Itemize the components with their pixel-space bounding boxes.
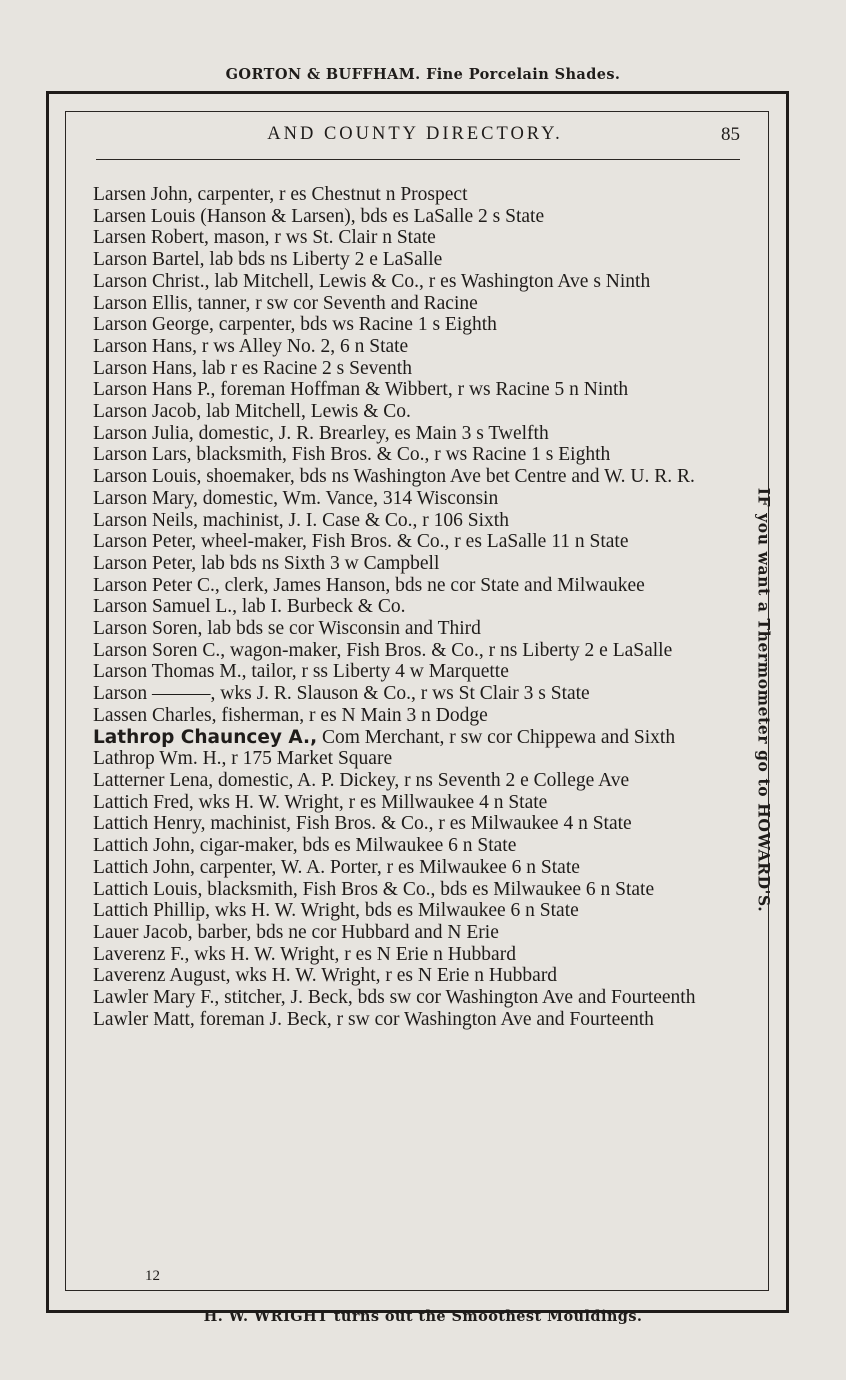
entry-text: Larson Soren, lab bds se cor Wisconsin and Third (93, 618, 481, 640)
directory-entry (93, 792, 743, 814)
directory-entry (93, 510, 743, 532)
bottom-advertisement: H. W. WRIGHT turns out the Smoothest Mouldings. (203, 1308, 643, 1325)
page-number: 85 (721, 124, 740, 145)
entry-text: Lauer Jacob, barber, bds ne cor Hubbard and N Erie (93, 921, 499, 943)
entry-text: Laverenz August, wks H. W. Wright, r es N Erie n Hubbard (93, 965, 558, 987)
entry-text: Lattich Phillip, wks H. W. Wright, bds es Milwaukee 6 n State (93, 900, 579, 922)
entry-text: Larson George, carpenter, bds ws Racine 1 s Eighth (93, 314, 497, 336)
entry-text: Larson Hans, r ws Alley No. 2, 6 n State (93, 335, 409, 357)
directory-entry (93, 683, 743, 705)
directory-entry (93, 466, 743, 488)
entry-text: Larson Lars, blacksmith, Fish Bros. & Co., r ws Racine 1 s Eighth (93, 444, 611, 466)
entry-text: Larson Ellis, tanner, r sw cor Seventh and Racine (93, 292, 478, 314)
directory-entry (93, 813, 743, 835)
entry-text: Latterner Lena, domestic, A. P. Dickey, r ns Seventh 2 e College Ave (93, 769, 630, 791)
directory-entry (93, 944, 743, 966)
directory-entry (93, 596, 743, 618)
directory-entry (93, 336, 743, 358)
directory-entry (93, 249, 743, 271)
directory-entry (93, 575, 743, 597)
directory-entry (93, 206, 743, 228)
directory-entry (93, 857, 743, 879)
entry-text: Com Merchant, r sw cor Chippewa and Sixth (317, 726, 676, 748)
entry-text: Larson Julia, domestic, J. R. Brearley, es Main 3 s Twelfth (93, 422, 549, 444)
directory-entry (93, 271, 743, 293)
directory-entry (93, 987, 743, 1009)
directory-entries (93, 184, 743, 1030)
entry-text: Larson Hans P., foreman Hoffman & Wibbert, r ws Racine 5 n Ninth (93, 379, 629, 401)
directory-entry (93, 423, 743, 445)
directory-entry (93, 727, 743, 749)
entry-text: Larson ———, wks J. R. Slauson & Co., r ws St Clair 3 s State (93, 683, 590, 705)
header-rule (96, 159, 740, 160)
directory-entry (93, 835, 743, 857)
directory-entry (93, 900, 743, 922)
directory-entry (93, 922, 743, 944)
directory-entry (93, 965, 743, 987)
entry-bold-name: Lathrop Chauncey A., (93, 726, 318, 748)
entry-text: Larson Hans, lab r es Racine 2 s Seventh (93, 357, 412, 379)
directory-entry (93, 379, 743, 401)
directory-entry (93, 640, 743, 662)
directory-entry (93, 748, 743, 770)
entry-text: Lattich John, cigar-maker, bds es Milwaukee 6 n State (93, 835, 517, 857)
top-advertisement: GORTON & BUFFHAM. Fine Porcelain Shades. (225, 66, 621, 83)
directory-entry (93, 531, 743, 553)
entry-text: Larson Peter, lab bds ns Sixth 3 w Campbell (93, 552, 440, 574)
directory-entry (93, 184, 743, 206)
running-head: AND COUNTY DIRECTORY. (267, 124, 563, 144)
entry-text: Larsen Robert, mason, r ws St. Clair n State (93, 227, 436, 249)
entry-text: Larsen Louis (Hanson & Larsen), bds es LaSalle 2 s State (93, 205, 545, 227)
entry-text: Lattich John, carpenter, W. A. Porter, r es Milwaukee 6 n State (93, 856, 580, 878)
entry-text: Larson Christ., lab Mitchell, Lewis & Co., r es Washington Ave s Ninth (93, 270, 651, 292)
entry-text: Larson Thomas M., tailor, r ss Liberty 4 w Marquette (93, 661, 509, 683)
entry-text: Lattich Henry, machinist, Fish Bros. & Co., r es Milwaukee 4 n State (93, 813, 632, 835)
directory-entry (93, 314, 743, 336)
directory-entry (93, 444, 743, 466)
entry-text: Larson Mary, domestic, Wm. Vance, 314 Wisconsin (93, 487, 499, 509)
entry-text: Larson Peter C., clerk, James Hanson, bds ne cor State and Milwaukee (93, 574, 645, 596)
side-advertisement-text: IF you want a Thermometer go to HOWARD'S. (754, 487, 774, 913)
directory-entry (93, 879, 743, 901)
directory-entry (93, 401, 743, 423)
directory-entry (93, 661, 743, 683)
directory-entry (93, 227, 743, 249)
entry-text: Lattich Fred, wks H. W. Wright, r es Millwaukee 4 n State (93, 791, 548, 813)
signature-mark: 12 (145, 1268, 160, 1284)
directory-entry (93, 553, 743, 575)
entry-text: Lassen Charles, fisherman, r es N Main 3 n Dodge (93, 704, 488, 726)
directory-entry (93, 293, 743, 315)
entry-text: Larson Louis, shoemaker, bds ns Washington Ave bet Centre and W. U. R. R. (93, 466, 695, 488)
entry-text: Larson Soren C., wagon-maker, Fish Bros. & Co., r ns Liberty 2 e LaSalle (93, 639, 673, 661)
entry-text: Larsen John, carpenter, r es Chestnut n Prospect (93, 184, 468, 205)
entry-text: Lathrop Wm. H., r 175 Market Square (93, 748, 393, 770)
entry-text: Larson Samuel L., lab I. Burbeck & Co. (93, 596, 406, 618)
directory-entry (93, 705, 743, 727)
directory-entry (93, 488, 743, 510)
entry-text: Lawler Mary F., stitcher, J. Beck, bds sw cor Washington Ave and Fourteenth (93, 987, 696, 1009)
entry-text: Larson Peter, wheel-maker, Fish Bros. & Co., r es LaSalle 11 n State (93, 531, 629, 553)
entry-text: Lawler Matt, foreman J. Beck, r sw cor Washington Ave and Fourteenth (93, 1008, 654, 1030)
directory-entry (93, 618, 743, 640)
directory-entry (93, 770, 743, 792)
directory-entry (93, 358, 743, 380)
entry-text: Larson Bartel, lab bds ns Liberty 2 e LaSalle (93, 249, 443, 271)
entry-text: Lattich Louis, blacksmith, Fish Bros & Co., bds es Milwaukee 6 n State (93, 878, 655, 900)
directory-entry (93, 1009, 743, 1031)
entry-text: Larson Neils, machinist, J. I. Case & Co., r 106 Sixth (93, 509, 509, 531)
entry-text: Laverenz F., wks H. W. Wright, r es N Erie n Hubbard (93, 943, 516, 965)
entry-text: Larson Jacob, lab Mitchell, Lewis & Co. (93, 401, 411, 423)
